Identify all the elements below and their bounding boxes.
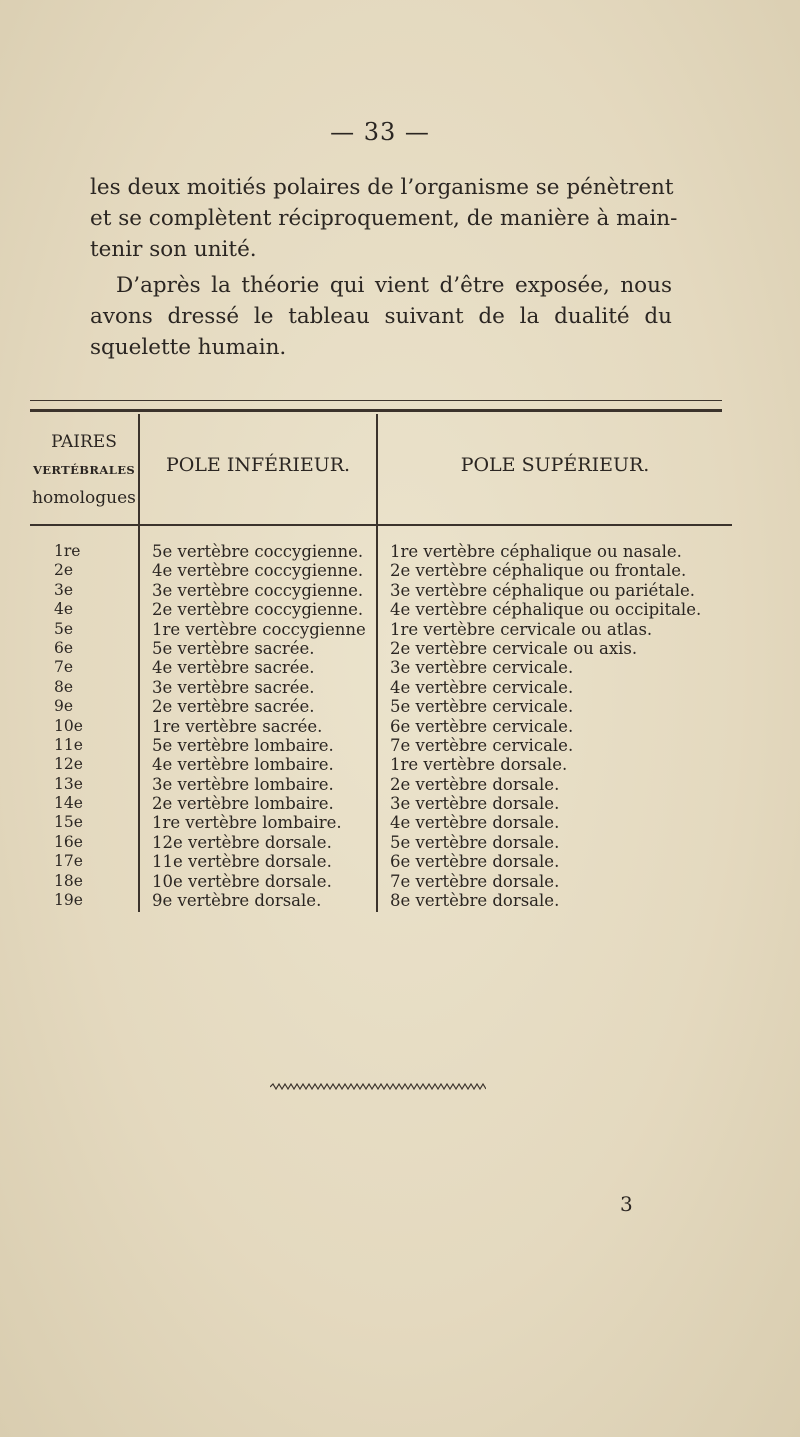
- table-top-rule: [30, 400, 722, 412]
- paragraph-line: squelette humain.: [90, 335, 287, 360]
- pole-inferieur-cell: 4e vertèbre sacrée.: [152, 658, 315, 678]
- pair-cell: 17e: [54, 852, 83, 871]
- paragraph-line: avons dressé le tableau suivant de la dualité du: [90, 304, 672, 329]
- pair-cell: 8e: [54, 677, 74, 696]
- header-pole-superieur: POLE SUPÉRIEUR.: [460, 454, 650, 476]
- pole-inferieur-cell: 1re vertèbre lombaire.: [152, 813, 342, 833]
- table-row: [30, 620, 732, 639]
- pole-inferieur-cell: 10e vertèbre dorsale.: [152, 871, 332, 891]
- pole-inferieur-cell: 4e vertèbre lombaire.: [152, 755, 334, 775]
- pole-inferieur-cell: 2e vertèbre lombaire.: [152, 794, 334, 814]
- pair-cell: 13e: [54, 774, 83, 793]
- table-row: [30, 852, 732, 871]
- pair-cell: 7e: [54, 658, 74, 677]
- table-row: [30, 891, 732, 910]
- pole-inferieur-cell: 5e vertèbre coccygienne.: [152, 542, 364, 561]
- table-row: [30, 561, 732, 580]
- header-pairs-line1: PAIRES: [51, 432, 117, 452]
- pole-superieur-cell: 1re vertèbre dorsale.: [390, 755, 568, 775]
- paragraph-2: [90, 270, 672, 363]
- pair-cell: 14e: [54, 794, 83, 813]
- pole-superieur-cell: 5e vertèbre cervicale.: [390, 697, 574, 717]
- paragraph-line: et se complètent réciproquement, de manière à main-: [90, 206, 678, 231]
- header-pairs-line3: homologues: [32, 488, 136, 508]
- table-row: [30, 717, 732, 736]
- page-number: — 33 —: [330, 118, 430, 146]
- pole-inferieur-cell: 2e vertèbre coccygienne.: [152, 600, 364, 620]
- pole-inferieur-cell: 9e vertèbre dorsale.: [152, 891, 322, 911]
- pair-cell: 10e: [54, 716, 83, 735]
- header-pairs-line2: VERTÉBRALES: [32, 463, 136, 477]
- pole-inferieur-cell: 12e vertèbre dorsale.: [152, 832, 332, 852]
- pair-cell: 11e: [54, 735, 83, 754]
- pair-cell: 15e: [54, 813, 83, 832]
- pair-cell: 12e: [54, 755, 83, 774]
- header-pairs: [30, 428, 138, 512]
- table-row: [30, 639, 732, 658]
- pole-superieur-cell: 6e vertèbre cervicale.: [390, 716, 574, 736]
- vertebrae-table: [30, 414, 732, 914]
- paragraph-line: tenir son unité.: [90, 237, 257, 262]
- pole-inferieur-cell: 5e vertèbre lombaire.: [152, 735, 334, 755]
- pole-superieur-cell: 7e vertèbre cervicale.: [390, 735, 574, 755]
- pole-superieur-cell: 1re vertèbre cervicale ou atlas.: [390, 619, 653, 639]
- table-row: [30, 678, 732, 697]
- pole-inferieur-cell: 3e vertèbre coccygienne.: [152, 580, 364, 600]
- pole-superieur-cell: 4e vertèbre dorsale.: [390, 813, 560, 833]
- pair-cell: 18e: [54, 871, 83, 890]
- pole-superieur-cell: 4e vertèbre céphalique ou occipitale.: [390, 600, 702, 620]
- table-row: [30, 736, 732, 755]
- pole-superieur-cell: 4e vertèbre cervicale.: [390, 677, 574, 697]
- pair-cell: 2e: [54, 561, 74, 580]
- pole-inferieur-cell: 4e vertèbre coccygienne.: [152, 561, 364, 581]
- table-row: [30, 775, 732, 794]
- pair-cell: 6e: [54, 638, 74, 657]
- pole-inferieur-cell: 5e vertèbre sacrée.: [152, 638, 315, 658]
- pair-cell: 4e: [54, 600, 74, 619]
- table-row: [30, 581, 732, 600]
- table-row: [30, 658, 732, 677]
- table-row: [30, 697, 732, 716]
- pole-superieur-cell: 3e vertèbre cervicale.: [390, 658, 574, 678]
- pole-superieur-cell: 2e vertèbre cervicale ou axis.: [390, 638, 638, 658]
- signature-mark: 3: [620, 1192, 633, 1216]
- pair-cell: 9e: [54, 697, 74, 716]
- pole-inferieur-cell: 1re vertèbre sacrée.: [152, 716, 323, 736]
- pole-inferieur-cell: 11e vertèbre dorsale.: [152, 852, 332, 872]
- table-row: [30, 813, 732, 832]
- pair-cell: 19e: [54, 891, 83, 910]
- table-row: [30, 872, 732, 891]
- pair-cell: 16e: [54, 832, 83, 851]
- pole-inferieur-cell: 1re vertèbre coccygienne: [152, 619, 366, 639]
- pole-inferieur-cell: 2e vertèbre sacrée.: [152, 697, 315, 717]
- pole-superieur-cell: 5e vertèbre dorsale.: [390, 832, 560, 852]
- paragraph-1: [90, 172, 678, 265]
- paragraph-line: les deux moitiés polaires de l’organisme se pénètrent: [90, 175, 674, 200]
- decorative-wavy-rule: [270, 1082, 486, 1092]
- pole-inferieur-cell: 3e vertèbre sacrée.: [152, 677, 315, 697]
- pair-cell: 3e: [54, 580, 74, 599]
- header-rule: [30, 524, 732, 526]
- table-row: [30, 794, 732, 813]
- pair-cell: 5e: [54, 619, 74, 638]
- pole-superieur-cell: 2e vertèbre dorsale.: [390, 774, 560, 794]
- pole-superieur-cell: 1re vertèbre céphalique ou nasale.: [390, 542, 682, 561]
- table-row: [30, 542, 732, 561]
- pole-superieur-cell: 2e vertèbre céphalique ou frontale.: [390, 561, 687, 581]
- table-row: [30, 755, 732, 774]
- pole-superieur-cell: 3e vertèbre céphalique ou pariétale.: [390, 580, 696, 600]
- pole-inferieur-cell: 3e vertèbre lombaire.: [152, 774, 334, 794]
- paragraph-line: D’après la théorie qui vient d’être exposée, nous: [116, 273, 672, 298]
- table-body: [30, 542, 732, 910]
- pole-superieur-cell: 3e vertèbre dorsale.: [390, 794, 560, 814]
- table-row: [30, 600, 732, 619]
- pole-superieur-cell: 8e vertèbre dorsale.: [390, 891, 560, 911]
- pole-superieur-cell: 6e vertèbre dorsale.: [390, 852, 560, 872]
- table-row: [30, 833, 732, 852]
- pole-superieur-cell: 7e vertèbre dorsale.: [390, 871, 560, 891]
- pair-cell: 1re: [54, 542, 81, 560]
- header-pole-inferieur: POLE INFÉRIEUR.: [165, 454, 351, 476]
